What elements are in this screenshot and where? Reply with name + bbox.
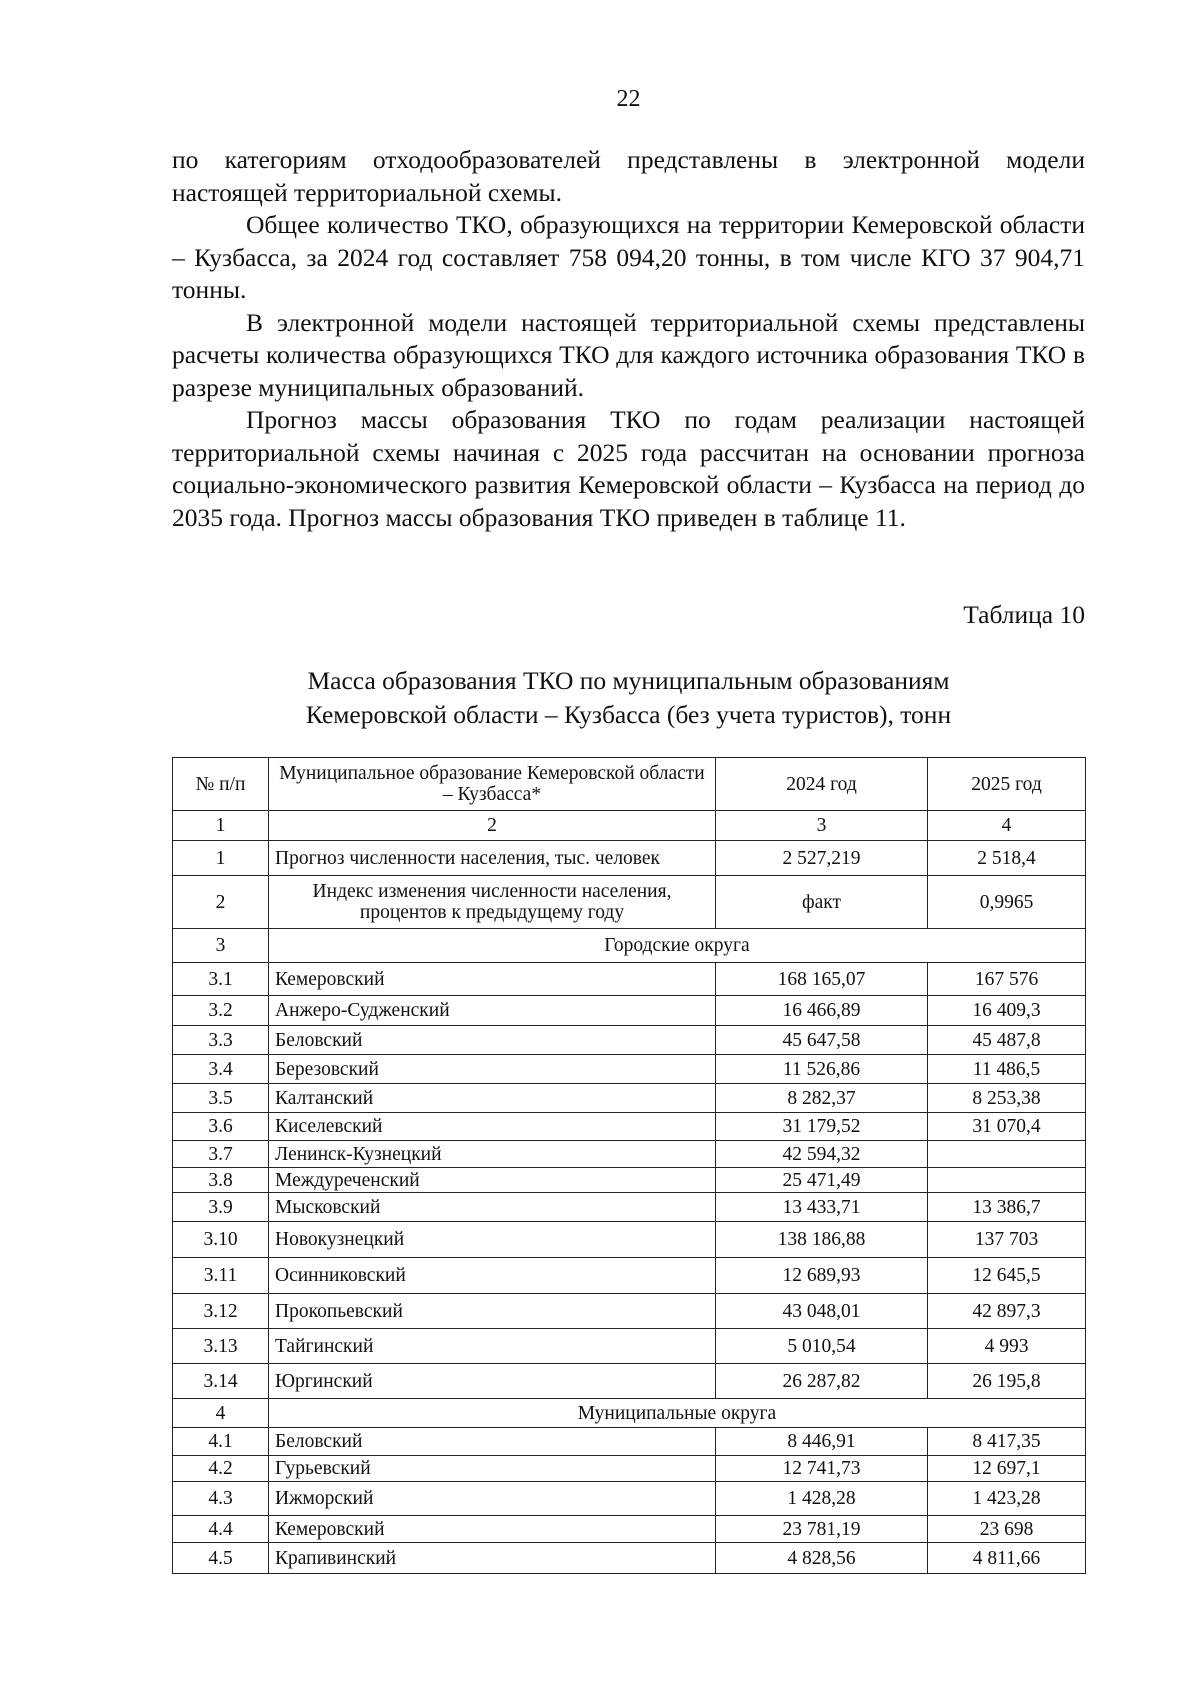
header-num: № п/п [173, 758, 269, 811]
table-header-row [173, 758, 1086, 811]
row-2025: 31 070,4 [928, 1113, 1086, 1141]
row-2025: 4 993 [928, 1329, 1086, 1364]
section-num: 4 [173, 1399, 269, 1428]
body-text [172, 144, 1085, 534]
row-name: Новокузнецкий [269, 1222, 716, 1258]
row-name: Беловский [269, 1026, 716, 1055]
row-num: 2 [173, 876, 269, 929]
row-2025 [928, 1141, 1086, 1168]
row-2024: 13 433,71 [716, 1193, 928, 1222]
row-name: Анжеро-Судженский [269, 996, 716, 1026]
header-2024: 2024 год [716, 758, 928, 811]
row-2025: 8 417,35 [928, 1428, 1086, 1456]
row-2025: 8 253,38 [928, 1084, 1086, 1113]
table-row [173, 1055, 1086, 1084]
row-num: 3.10 [173, 1222, 269, 1258]
table-row [173, 1364, 1086, 1399]
paragraph: Общее количество ТКО, образующихся на территории Кемеровской области – Кузбасса, за 2024 год составляет 758 094,20 тонны, в том числе КГО 37 904,71 тонны. [172, 210, 1085, 304]
row-num: 3.12 [173, 1294, 269, 1329]
row-name: Осинниковский [269, 1258, 716, 1294]
row-num: 1 [173, 841, 269, 876]
row-2024: 12 741,73 [716, 1456, 928, 1482]
row-name: Прогноз численности населения, тыс. человек [269, 841, 716, 876]
row-name: Тайгинский [269, 1329, 716, 1364]
row-2025: 12 697,1 [928, 1456, 1086, 1482]
row-num: 3.7 [173, 1141, 269, 1168]
section-row-municipal-districts [173, 1399, 1086, 1428]
column-number: 4 [928, 811, 1086, 841]
table-row [173, 1193, 1086, 1222]
row-2025: 137 703 [928, 1222, 1086, 1258]
row-num: 4.5 [173, 1543, 269, 1574]
row-2024: 26 287,82 [716, 1364, 928, 1399]
table-row [173, 876, 1086, 929]
row-2024: 5 010,54 [716, 1329, 928, 1364]
row-2025: 13 386,7 [928, 1193, 1086, 1222]
row-2024: 4 828,56 [716, 1543, 928, 1574]
row-name: Киселевский [269, 1113, 716, 1141]
row-num: 3.3 [173, 1026, 269, 1055]
column-number: 1 [173, 811, 269, 841]
column-number: 3 [716, 811, 928, 841]
table-row [173, 1222, 1086, 1258]
row-2025: 1 423,28 [928, 1482, 1086, 1516]
paragraph: Прогноз массы образования ТКО по годам реализации настоящей территориальной схемы начиная с 2025 года рассчитан на основании прогноза социально-экономического развития Кемеровской области – Кузбасса на период до 2035 года. Прогноз массы образования ТКО приведен в таблице 11. [172, 405, 1085, 532]
section-row-city-districts [173, 929, 1086, 963]
table-row [173, 1543, 1086, 1574]
section-num: 3 [173, 929, 269, 963]
row-2025: 23 698 [928, 1516, 1086, 1543]
row-2024: 168 165,07 [716, 963, 928, 996]
table-title [172, 664, 1085, 732]
table-row [173, 1294, 1086, 1329]
row-name: Крапивинский [269, 1543, 716, 1574]
table-title-line: Кемеровской области – Кузбасса (без учета туристов), тонн [305, 700, 952, 729]
table-row [173, 1428, 1086, 1456]
row-2025: 16 409,3 [928, 996, 1086, 1026]
waste-mass-table [172, 757, 1086, 1574]
table-row [173, 1113, 1086, 1141]
table-row [173, 1329, 1086, 1364]
table-row [173, 1258, 1086, 1294]
row-num: 3.13 [173, 1329, 269, 1364]
table-row [173, 1141, 1086, 1168]
row-2024: 31 179,52 [716, 1113, 928, 1141]
row-2024: 2 527,219 [716, 841, 928, 876]
row-2025: 45 487,8 [928, 1026, 1086, 1055]
table-caption: Таблица 10 [963, 600, 1085, 629]
row-name: Березовский [269, 1055, 716, 1084]
column-number: 2 [269, 811, 716, 841]
row-2024: 43 048,01 [716, 1294, 928, 1329]
row-num: 4.2 [173, 1456, 269, 1482]
row-2024: 11 526,86 [716, 1055, 928, 1084]
table-row [173, 963, 1086, 996]
row-2024: 138 186,88 [716, 1222, 928, 1258]
row-2024: факт [716, 876, 928, 929]
row-name: Юргинский [269, 1364, 716, 1399]
table-row [173, 1168, 1086, 1193]
header-2025: 2025 год [928, 758, 1086, 811]
table-title-line: Масса образования ТКО по муниципальным образованиям [307, 666, 950, 695]
row-2024: 12 689,93 [716, 1258, 928, 1294]
paragraph: В электронной модели настоящей территориальной схемы представлены расчеты количества образующихся ТКО для каждого источника образования ТКО в разрезе муниципальных образований. [172, 307, 1085, 402]
row-name: Ленинск-Кузнецкий [269, 1141, 716, 1168]
row-num: 3.9 [173, 1193, 269, 1222]
row-num: 3.8 [173, 1168, 269, 1193]
row-num: 3.5 [173, 1084, 269, 1113]
row-name: Кемеровский [269, 963, 716, 996]
row-name: Ижморский [269, 1482, 716, 1516]
row-name: Прокопьевский [269, 1294, 716, 1329]
row-name: Беловский [269, 1428, 716, 1456]
row-2025: 4 811,66 [928, 1543, 1086, 1574]
row-2024: 42 594,32 [716, 1141, 928, 1168]
row-num: 3.4 [173, 1055, 269, 1084]
page-number: 22 [616, 86, 641, 112]
row-2025: 2 518,4 [928, 841, 1086, 876]
row-num: 4.4 [173, 1516, 269, 1543]
row-num: 3.14 [173, 1364, 269, 1399]
row-2025 [928, 1168, 1086, 1193]
section-label: Муниципальные округа [269, 1399, 1086, 1428]
row-num: 4.1 [173, 1428, 269, 1456]
table-row [173, 1456, 1086, 1482]
row-2025: 167 576 [928, 963, 1086, 996]
row-2024: 8 282,37 [716, 1084, 928, 1113]
row-2024: 8 446,91 [716, 1428, 928, 1456]
section-label: Городские округа [269, 929, 1086, 963]
row-num: 3.1 [173, 963, 269, 996]
table-row [173, 1516, 1086, 1543]
row-num: 3.11 [173, 1258, 269, 1294]
table-row [173, 1084, 1086, 1113]
row-name: Мысковский [269, 1193, 716, 1222]
column-number-row [173, 811, 1086, 841]
row-2025: 12 645,5 [928, 1258, 1086, 1294]
row-name: Кемеровский [269, 1516, 716, 1543]
row-2025: 26 195,8 [928, 1364, 1086, 1399]
row-2024: 45 647,58 [716, 1026, 928, 1055]
row-name: Междуреченский [269, 1168, 716, 1193]
row-2024: 23 781,19 [716, 1516, 928, 1543]
row-2025: 0,9965 [928, 876, 1086, 929]
row-num: 4.3 [173, 1482, 269, 1516]
header-municipality: Муниципальное образование Кемеровской области – Кузбасса* [269, 758, 716, 811]
row-2025: 11 486,5 [928, 1055, 1086, 1084]
row-num: 3.6 [173, 1113, 269, 1141]
table-row [173, 1482, 1086, 1516]
row-name: Калтанский [269, 1084, 716, 1113]
row-2024: 25 471,49 [716, 1168, 928, 1193]
row-2024: 1 428,28 [716, 1482, 928, 1516]
row-2025: 42 897,3 [928, 1294, 1086, 1329]
table-row [173, 841, 1086, 876]
row-name: Индекс изменения численности населения, процентов к предыдущему году [269, 876, 716, 929]
table-row [173, 996, 1086, 1026]
row-2024: 16 466,89 [716, 996, 928, 1026]
row-name: Гурьевский [269, 1456, 716, 1482]
table-row [173, 1026, 1086, 1055]
row-num: 3.2 [173, 996, 269, 1026]
paragraph: по категориям отходообразователей представлены в электронной модели настоящей территориальной схемы. [172, 145, 1085, 207]
